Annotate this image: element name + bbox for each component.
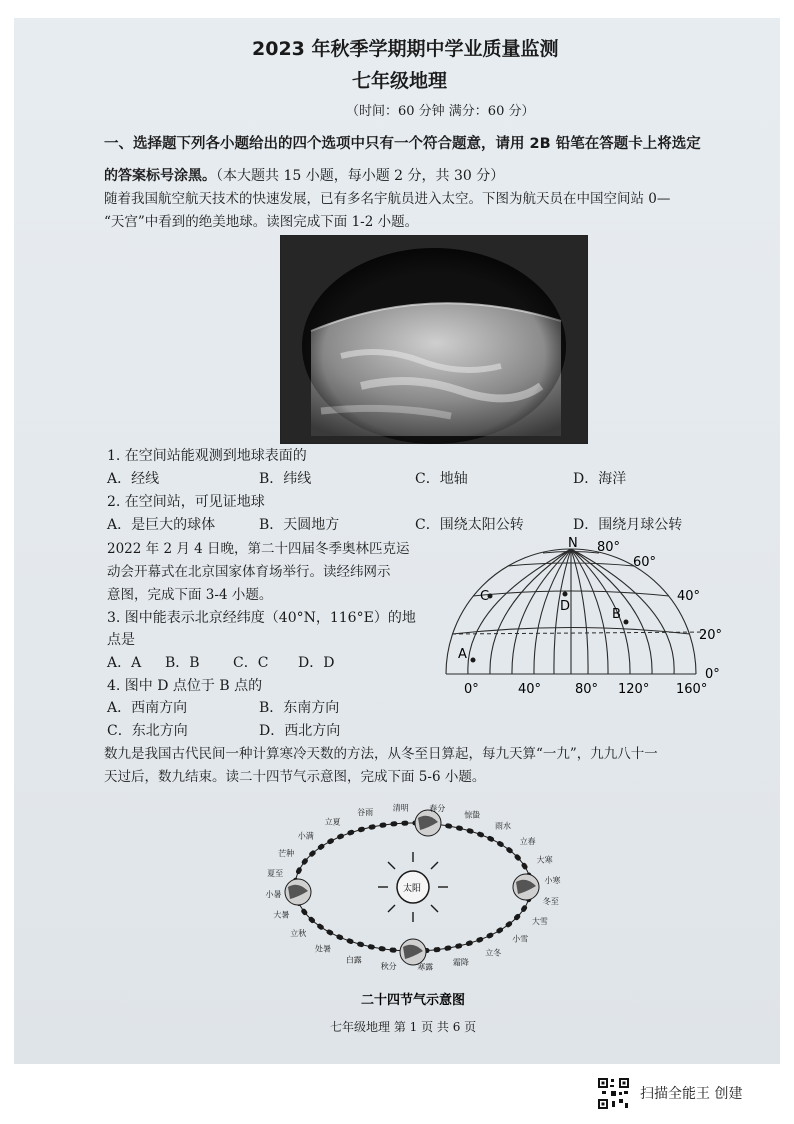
q1-option-a[interactable]: A．经线 — [107, 471, 160, 487]
qr-code-icon — [597, 1077, 630, 1110]
lon-label-0: 0° — [464, 682, 479, 697]
q2-stem: 2. 在空间站，可见证地球 — [107, 494, 265, 510]
q3-stem-2: 点是 — [107, 632, 135, 648]
q2-option-c[interactable]: C．围绕太阳公转 — [415, 517, 524, 533]
intro3-line2: 天过后，数九结束。读二十四节气示意图，完成下面 5-6 小题。 — [104, 769, 486, 785]
lat-label-60: 60° — [633, 555, 657, 570]
intro3-line1: 数九是我国古代民间一种计算寒冷天数的方法，从冬至日算起，每九天算“一九”，九九八十一 — [104, 746, 658, 762]
lon-label-120: 120° — [618, 682, 650, 697]
solar-term-label: 大寒 — [536, 855, 553, 865]
meridian — [468, 549, 571, 674]
lat-label-80: 80° — [597, 540, 621, 555]
point-d-marker — [563, 592, 568, 597]
solar-term-label: 夏至 — [267, 869, 284, 879]
solar-term-label: 小暑 — [265, 890, 282, 899]
solar-term-label: 小雪 — [512, 934, 529, 944]
meridian — [571, 549, 588, 674]
intro2-line2: 动会开幕式在北京国家体育场举行。读经纬网示 — [107, 564, 391, 580]
lon-label-80: 80° — [575, 682, 599, 697]
lon-label-40: 40° — [518, 682, 542, 697]
point-d-label: D — [560, 599, 571, 614]
solar-term-label: 寒露 — [417, 962, 434, 972]
graticule-map — [436, 536, 736, 698]
diagram-title: 二十四节气示意图 — [361, 993, 466, 1008]
q2-option-a[interactable]: A．是巨大的球体 — [107, 517, 216, 533]
q4-option-a[interactable]: A．西南方向 — [107, 700, 188, 716]
solar-term-label: 小寒 — [544, 876, 561, 885]
earth-spring-icon — [415, 810, 441, 836]
solar-term-label: 立春 — [519, 837, 536, 847]
q4-option-b[interactable]: B．东南方向 — [259, 700, 340, 716]
point-b-label: B — [612, 607, 621, 622]
sun-label: 太阳 — [403, 884, 422, 894]
earth-from-space-photo — [280, 235, 588, 444]
north-label: N — [568, 536, 578, 551]
solar-term-label: 大暑 — [273, 910, 290, 920]
solar-term-label: 霜降 — [452, 958, 469, 968]
exam-title: 2023 年秋季学期期中学业质量监测 — [252, 38, 559, 60]
solar-term-label: 立冬 — [485, 948, 502, 958]
q1-option-c[interactable]: C．地轴 — [415, 471, 468, 487]
solar-term-label: 雨水 — [495, 821, 511, 831]
solar-term-label: 清明 — [392, 803, 409, 813]
intro2-line1: 2022 年 2 月 4 日晚，第二十四届冬季奥林匹克运 — [107, 541, 410, 557]
intro1-line1: 随着我国航空航天技术的快速发展，已有多名宇航员进入太空。下图为航天员在中国空间站 0— — [104, 191, 671, 207]
earth-winter-icon — [513, 874, 539, 900]
intro2-line3: 意图，完成下面 3-4 小题。 — [107, 587, 273, 603]
solar-term-label: 大雪 — [531, 916, 548, 926]
lat-label-20: 20° — [699, 628, 723, 643]
solar-term-label: 白露 — [345, 955, 362, 965]
page-footer: 七年级地理 第 1 页 共 6 页 — [330, 1020, 477, 1034]
solar-term-label: 小满 — [297, 831, 314, 841]
q1-stem: 1. 在空间站能观测到地球表面的 — [107, 448, 307, 464]
solar-term-label: 立夏 — [324, 817, 341, 827]
lon-label-160: 160° — [676, 682, 708, 697]
solar-term-label: 芒种 — [278, 849, 295, 859]
exam-subject: 七年级地理 — [352, 70, 448, 92]
q4-option-c[interactable]: C．东北方向 — [107, 723, 188, 739]
solar-term-label: 处暑 — [315, 944, 331, 954]
q3-option-a[interactable]: A．A — [107, 655, 142, 671]
q4-option-d[interactable]: D．西北方向 — [259, 723, 341, 739]
intro1-line2: “天宫”中看到的绝美地球。读图完成下面 1-2 小题。 — [104, 214, 419, 230]
solar-terms-diagram — [265, 792, 561, 1017]
lat-label-40: 40° — [677, 589, 701, 604]
lat-label-0: 0° — [705, 667, 720, 682]
meridian — [571, 549, 674, 674]
point-b-marker — [624, 620, 629, 625]
q3-option-d[interactable]: D．D — [298, 655, 335, 671]
q3-option-c[interactable]: C．C — [233, 655, 269, 671]
q3-stem: 3. 图中能表示北京经纬度（40°N，116°E）的地 — [107, 610, 416, 626]
q1-option-d[interactable]: D．海洋 — [573, 471, 627, 487]
point-a-label: A — [458, 647, 467, 662]
solar-term-label: 谷雨 — [357, 807, 374, 817]
earth-autumn-icon — [400, 939, 426, 965]
solar-term-label: 秋分 — [380, 961, 397, 971]
q2-option-b[interactable]: B．天圆地方 — [259, 517, 340, 533]
section-note: （本大题共 15 小题，每小题 2 分，共 30 分） — [216, 168, 505, 184]
solar-term-label: 惊蛰 — [464, 810, 481, 820]
q3-option-b[interactable]: B．B — [165, 655, 200, 671]
earth-summer-icon — [285, 879, 311, 905]
solar-term-label: 冬至 — [542, 896, 559, 906]
exam-meta: （时间：60 分钟 满分：60 分） — [346, 104, 535, 119]
section-heading-bold: 的答案标号涂黑。 — [104, 168, 216, 184]
meridian — [490, 549, 571, 674]
scanner-watermark: 扫描全能王 创建 — [640, 1086, 743, 1102]
q2-option-d[interactable]: D．围绕月球公转 — [573, 517, 683, 533]
point-a-marker — [471, 658, 476, 663]
section-heading-line2 — [104, 167, 504, 185]
q4-stem: 4. 图中 D 点位于 B 点的 — [107, 678, 263, 694]
solar-term-label: 立秋 — [290, 928, 307, 938]
point-c-label: C — [480, 589, 490, 604]
q1-option-b[interactable]: B．纬线 — [259, 471, 312, 487]
section-heading: 一、选择题下列各小题给出的四个选项中只有一个符合题意，请用 2B 铅笔在答题卡上将选定 — [104, 136, 701, 152]
solar-term-label: 春分 — [429, 804, 446, 814]
